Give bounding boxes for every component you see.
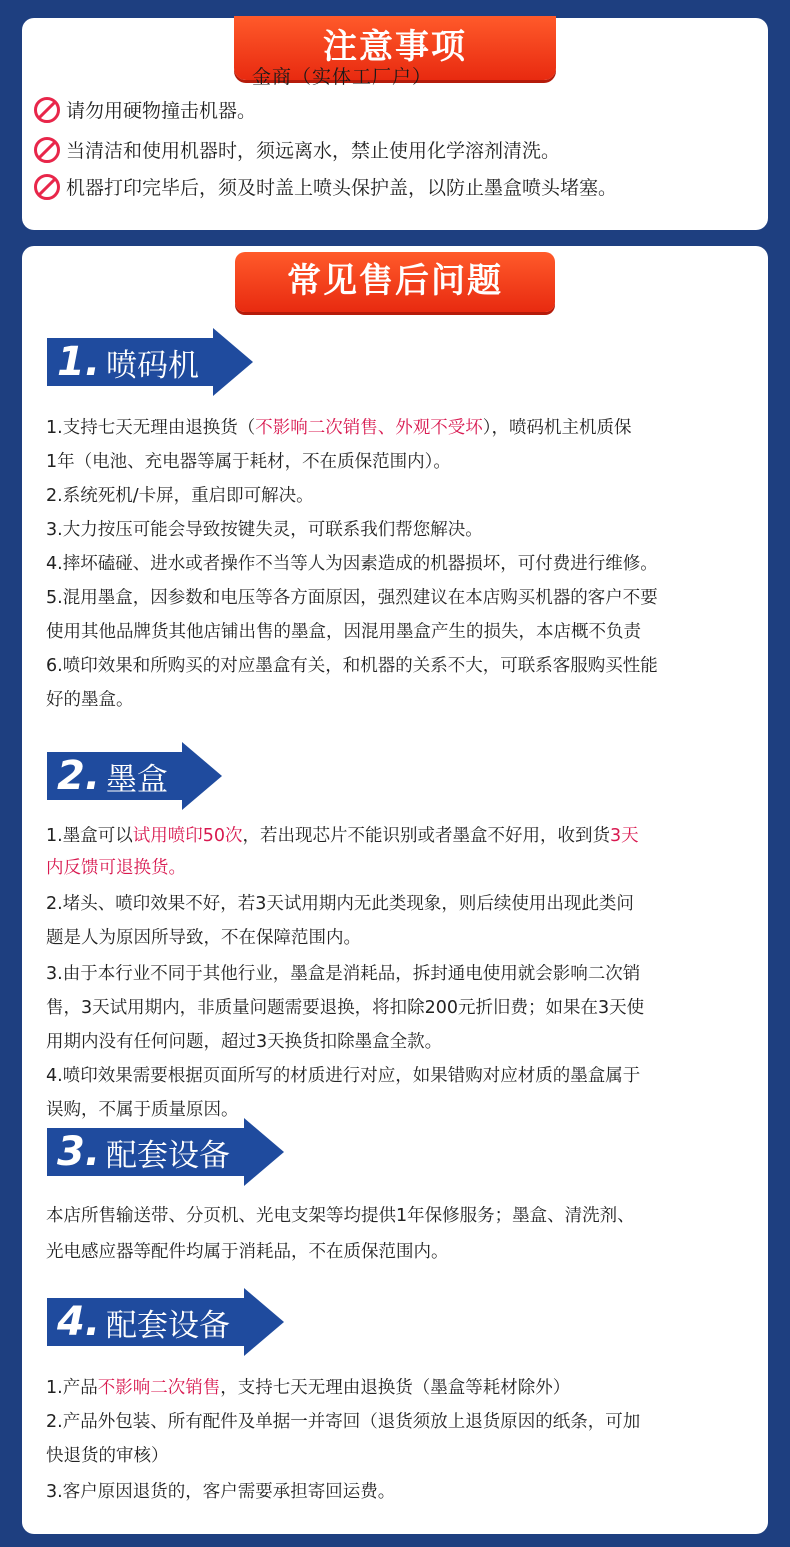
arrow-right-icon [244, 1288, 284, 1356]
faq-line: 5.混用墨盒，因参数和电压等各方面原因，强烈建议在本店购买机器的客户不要 [46, 588, 658, 608]
prohibited-icon [34, 137, 60, 163]
faq-line: 题是人为原因所导致，不在保障范围内。 [46, 928, 361, 948]
faq-line: 4.摔坏磕碰、进水或者操作不当等人为因素造成的机器损坏，可付费进行维修。 [46, 554, 658, 574]
faq-line: 1年（电池、充电器等属于耗材，不在质保范围内）。 [46, 452, 451, 472]
section-header-1: 1. 喷码机 [47, 330, 253, 394]
faq-line: 1.支持七天无理由退换货（不影响二次销售、外观不受坏），喷码机主机质保 [46, 418, 632, 438]
faq-line: 2.堵头、喷印效果不好，若3天试用期内无此类现象，则后续使用出现此类问 [46, 894, 634, 914]
notice-item: 机器打印完毕后，须及时盖上喷头保护盖，以防止墨盒喷头堵塞。 [34, 173, 617, 200]
notice-item: 请勿用硬物撞击机器。 [34, 96, 256, 123]
notice-item: 当清洁和使用机器时，须远离水，禁止使用化学溶剂清洗。 [34, 136, 560, 163]
arrow-right-icon [213, 328, 253, 396]
arrow-right-icon [244, 1118, 284, 1186]
faq-line: 快退货的审核） [46, 1446, 169, 1466]
faq-line: 内反馈可退换货。 [46, 858, 186, 878]
faq-line: 3.客户原因退货的，客户需要承担寄回运费。 [46, 1482, 396, 1502]
faq-line: 本店所售输送带、分页机、光电支架等均提供1年保修服务；墨盒、清洗剂、 [46, 1206, 635, 1226]
faq-line: 用期内没有任何问题，超过3天换货扣除墨盒全款。 [46, 1032, 443, 1052]
faq-line: 4.喷印效果需要根据页面所写的材质进行对应，如果错购对应材质的墨盒属于 [46, 1066, 641, 1086]
faq-line: 1.墨盒可以试用喷印50次，若出现芯片不能识别或者墨盒不好用，收到货3天 [46, 826, 639, 846]
faq-line: 2.产品外包装、所有配件及单据一并寄回（退货须放上退货原因的纸条，可加 [46, 1412, 641, 1432]
notice-title: 注意事项 [234, 16, 556, 80]
notice-card [22, 18, 768, 230]
faq-line: 误购，不属于质量原因。 [46, 1100, 239, 1120]
faq-title: 常见售后问题 [235, 252, 555, 312]
section-header-4: 4. 配套设备 [47, 1290, 284, 1354]
faq-line: 售，3天试用期内，非质量问题需要退换，将扣除200元折旧费；如果在3天使 [46, 998, 645, 1018]
faq-line: 好的墨盒。 [46, 690, 134, 710]
prohibited-icon [34, 174, 60, 200]
faq-line: 1.产品不影响二次销售，支持七天无理由退换货（墨盒等耗材除外） [46, 1378, 571, 1398]
faq-line: 2.系统死机/卡屏，重启即可解决。 [46, 486, 314, 506]
section-header-3: 3. 配套设备 [47, 1120, 284, 1184]
prohibited-icon [34, 97, 60, 123]
faq-line: 6.喷印效果和所购买的对应墨盒有关，和机器的关系不大，可联系客服购买性能 [46, 656, 658, 676]
faq-line: 3.大力按压可能会导致按键失灵，可联系我们帮您解决。 [46, 520, 483, 540]
faq-line: 光电感应器等配件均属于消耗品，不在质保范围内。 [46, 1242, 449, 1262]
arrow-right-icon [182, 742, 222, 810]
faq-line: 使用其他品牌货其他店铺出售的墨盒，因混用墨盒产生的损失，本店概不负责 [46, 622, 641, 642]
watermark-text: 金商（实体工厂户） [252, 66, 433, 88]
faq-line: 3.由于本行业不同于其他行业，墨盒是消耗品，拆封通电使用就会影响二次销 [46, 964, 641, 984]
section-header-2: 2. 墨盒 [47, 744, 222, 808]
faq-card [22, 246, 768, 1534]
